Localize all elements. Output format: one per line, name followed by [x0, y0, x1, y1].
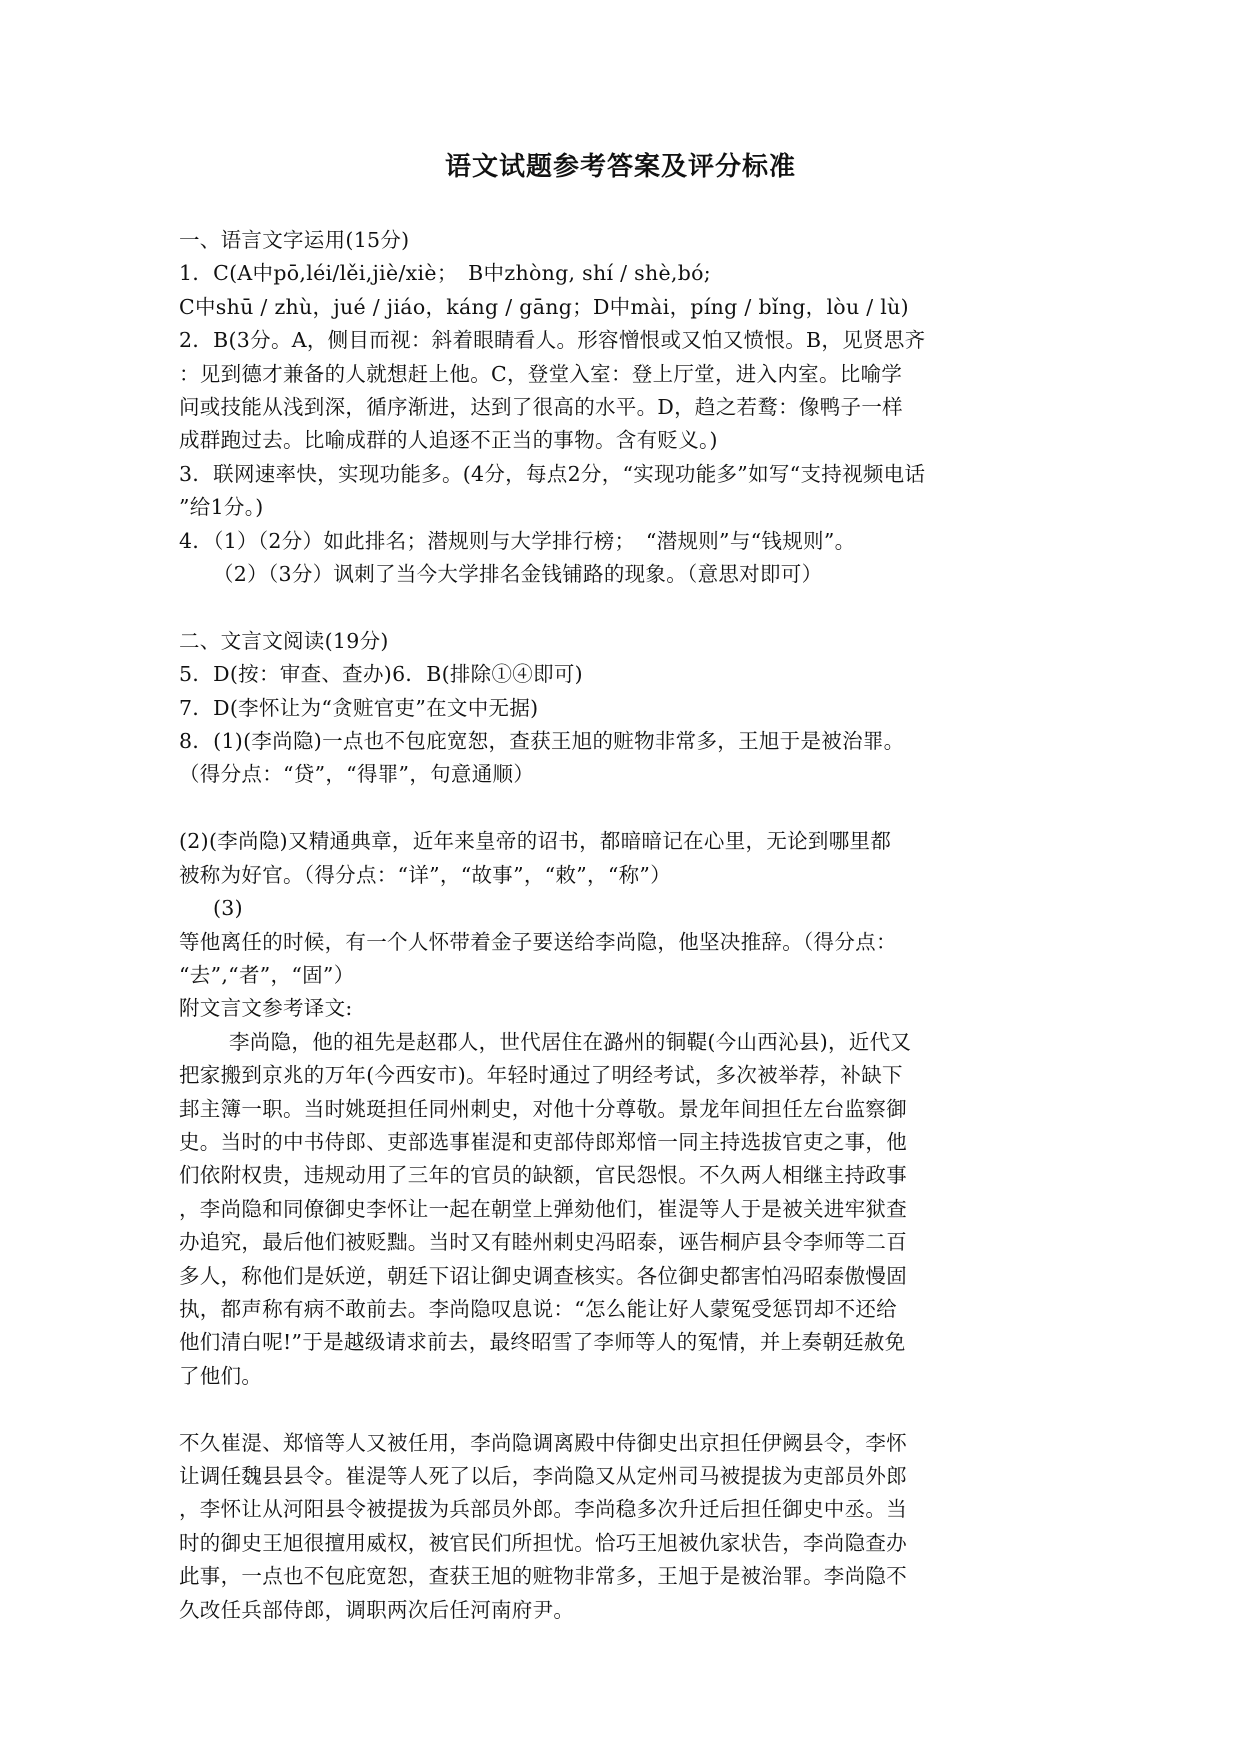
answer-q3-line: 3．联网速率快，实现功能多。(4分，每点2分，“实现功能多”如写“支持视频电话 — [179, 461, 926, 486]
answer-q2-line: 2．B(3分。A，侧目而视：斜着眼睛看人。形容憎恨或又怕又愤恨。B，见贤思齐 — [179, 328, 926, 353]
answer-q2-line: ：见到德才兼备的人就想赶上他。C，登堂入室：登上厅堂，进入内室。比喻学 — [179, 361, 903, 386]
translation-paragraph-line: 们依附权贵，违规动用了三年的官员的缺额，官民怨恨。不久两人相继主持政事 — [179, 1163, 907, 1188]
answer-q4-line: 4．（1）（2分）如此排名；潜规则与大学排行榜； “潜规则”与“钱规则”。 — [179, 528, 856, 553]
section-heading-language-use: 一、语言文字运用(15分) — [179, 228, 410, 252]
page-title: 语文试题参考答案及评分标准 — [444, 152, 796, 182]
answer-q8-2-line: (2)(李尚隐)又精通典章，近年来皇帝的诏书，都暗暗记在心里，无论到哪里都 — [179, 829, 892, 854]
answer-q7: 7．D(李怀让为“贪赃官吏”在文中无据) — [179, 695, 539, 720]
section-heading-classical-reading: 二、文言文阅读(19分) — [179, 628, 389, 653]
translation-paragraph-line: 执，都声称有病不敢前去。李尚隐叹息说：“怎么能让好人蒙冤受惩罚却不还给 — [179, 1296, 897, 1321]
translation-heading: 附文言文参考译文: — [179, 996, 353, 1021]
translation-paragraph-line: 久改任兵部侍郎，调职两次后任河南府尹。 — [179, 1597, 575, 1622]
answer-q8-1-line: （得分点：“贷”，“得罪”，句意通顺） — [179, 762, 535, 787]
translation-paragraph-line: 李尚隐，他的祖先是赵郡人，世代居住在潞州的铜鞮(今山西沁县)，近代又 — [229, 1029, 912, 1054]
answer-q2-line: 问或技能从浅到深，循序渐进，达到了很高的水平。D，趋之若鹜：像鸭子一样 — [179, 395, 903, 420]
answer-q8-3-label: (3) — [213, 896, 243, 921]
spacer — [179, 792, 1059, 825]
translation-paragraph-line: 办追究，最后他们被贬黜。当时又有睦州刺史冯昭泰，诬告桐庐县令李师等二百 — [179, 1230, 907, 1255]
translation-paragraph-line: ，李怀让从河阳县令被提拔为兵部员外郎。李尚稳多次升迁后担任御史中丞。当 — [179, 1497, 907, 1522]
translation-paragraph-line: 此事，一点也不包庇宽恕，查获王旭的赃物非常多，王旭于是被治罪。李尚隐不 — [179, 1564, 907, 1589]
answer-q2-line: 成群跑过去。比喻成群的人追逐不正当的事物。含有贬义。) — [179, 428, 718, 453]
answer-q1-line: 1．C(A中pō,léi/lěi,jiè/xiè； B中zhòng, shí / shè,bó; — [179, 261, 712, 286]
spacer — [179, 1393, 1059, 1426]
answer-q8-1-line: 8．(1)(李尚隐)一点也不包庇宽恕，查获王旭的赃物非常多，王旭于是被治罪。 — [179, 729, 905, 754]
answer-q8-3-line: 等他离任的时候，有一个人怀带着金子要送给李尚隐，他坚决推辞。（得分点： — [179, 929, 897, 954]
answer-q8-2-line: 被称为好官。（得分点：“详”，“故事”，“敕”，“称”） — [179, 862, 671, 887]
answer-q4-line: （2）（3分）讽刺了当今大学排名金钱铺路的现象。（意思对即可） — [213, 562, 823, 587]
translation-paragraph-line: 他们清白呢!”于是越级请求前去，最终昭雪了李师等人的冤情，并上奏朝廷赦免 — [179, 1330, 906, 1355]
translation-paragraph-line: 让调任魏县县令。崔湜等人死了以后，李尚隐又从定州司马被提拔为吏部员外郎 — [179, 1463, 907, 1488]
answer-q3-line: ”给1分。) — [179, 495, 264, 520]
answer-q1-line: C中shū / zhù，jué / jiáo，káng / gāng；D中mài，píng / bǐng，lòu / lù) — [179, 294, 909, 319]
answer-content — [179, 224, 1059, 1627]
translation-paragraph-line: 史。当时的中书侍郎、吏部选事崔湜和吏部侍郎郑愔一同主持选拔官吏之事，他 — [179, 1129, 907, 1154]
translation-paragraph-line: 把家搬到京兆的万年(今西安市)。年轻时通过了明经考试，多次被举荐，补缺下 — [179, 1063, 903, 1088]
translation-paragraph-line: 时的御史王旭很擅用威权，被官民们所担忧。恰巧王旭被仇家状告，李尚隐查办 — [179, 1530, 907, 1555]
translation-paragraph-line: 多人，称他们是妖逆，朝廷下诏让御史调查核实。各位御史都害怕冯昭泰傲慢固 — [179, 1263, 907, 1288]
translation-paragraph-line: 不久崔湜、郑愔等人又被任用，李尚隐调离殿中侍御史出京担任伊阙县令，李怀 — [179, 1430, 907, 1455]
answer-q8-3-line: “去”,“者”，“固”） — [179, 962, 355, 987]
translation-paragraph-line: 了他们。 — [179, 1363, 263, 1388]
answer-q5-q6: 5．D(按：审查、查办)6．B(排除①④即可) — [179, 662, 583, 687]
translation-paragraph-line: 邽主簿一职。当时姚珽担任同州刺史，对他十分尊敬。景龙年间担任左台监察御 — [179, 1096, 907, 1121]
translation-paragraph-line: ，李尚隐和同僚御史李怀让一起在朝堂上弹劾他们，崔湜等人于是被关进牢狱查 — [179, 1196, 907, 1221]
spacer — [179, 591, 1059, 624]
